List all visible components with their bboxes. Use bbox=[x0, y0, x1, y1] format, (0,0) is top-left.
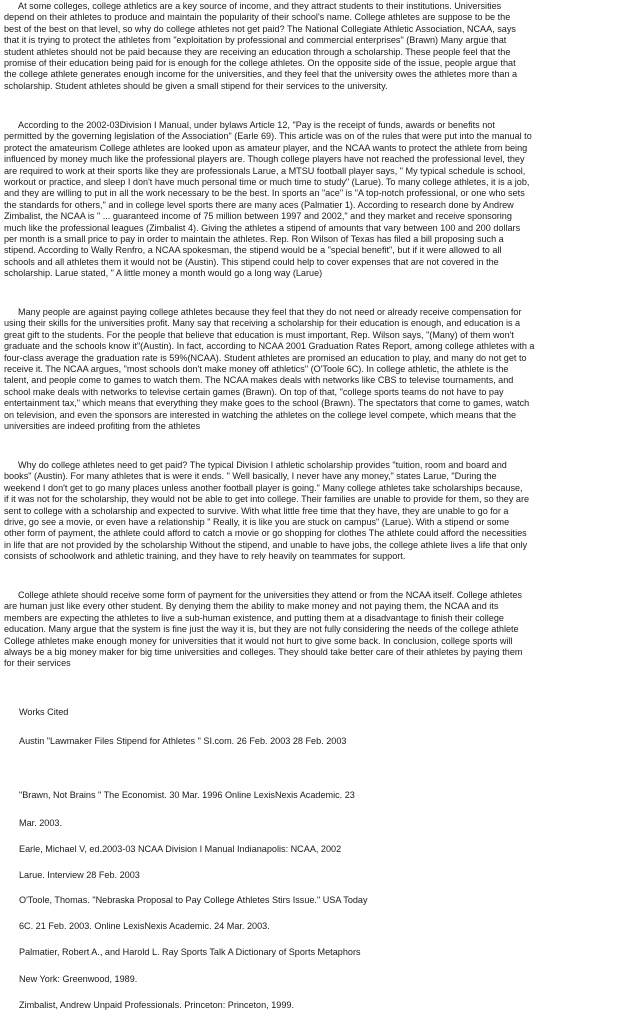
paragraph-line: on television, and even the sponsors are interested in watching the athletes on the college level compete, which means that the bbox=[4, 409, 517, 420]
paragraph-line: per month is a small price to pay in order to maintain the athletes. Rep. Ron Wilson of Texas has filed a bill proposing such a bbox=[4, 234, 504, 245]
works-cited-entry: "Brawn, Not Brains " The Economist. 30 Mar. 1996 Online LexisNexis Academic. 23 bbox=[19, 790, 355, 800]
paragraph-line: are human just like every other student. By denying them the ability to make money and not paying them, the NCAA and its bbox=[4, 601, 499, 612]
paragraph-line: education. Many argue that the system is fine just the way it is, but they are not fully considering the needs of the college athlete bbox=[4, 624, 519, 635]
paragraph-line: At some colleges, college athletics are a key source of income, and they attract students to their institutions. Universities bbox=[18, 1, 502, 11]
paragraph-line: universities are indeed profiting from the athletes bbox=[4, 421, 201, 432]
paragraph-line: four-class average the graduation rate is 59%(NCAA). Student athletes are promised an education to play, and many do not get to bbox=[4, 352, 527, 363]
paragraph-line: best of the best on that level, so why do college athletes not get paid? The National Collegiate Athletic Association, NCAA, says bbox=[4, 23, 516, 34]
paragraph-line: scholarship. Larue stated, " A little money a month would go a long way (Larue) bbox=[4, 268, 323, 279]
paragraph-line: that it is trying to protect the athletes from "exploitation by professional and commercial enterprises" (Brawn) Many argue that bbox=[4, 35, 507, 46]
paragraph-line: sent to college with a scholarship and expected to survive. With what little free time that they have, they are unable to go for a bbox=[4, 505, 509, 516]
paragraph-line: graduate and the schools know it"(Austin). In fact, according to NCAA 2001 Graduation Rates Report, among college athletes with a bbox=[4, 341, 535, 352]
paragraph-line: the college athlete generates enough income for the universities, and they feel that the university owes the athletes more than a bbox=[4, 69, 518, 80]
works-cited-heading: Works Cited bbox=[19, 707, 69, 717]
works-cited-entry: Earle, Michael V, ed.2003-03 NCAA Division I Manual Indianapolis: NCAA, 2002 bbox=[19, 844, 342, 854]
paragraph-line: Zimbalist, the NCAA is " ... guaranteed income of 75 million between 1997 and 2002," and they market and receive sponsoring bbox=[4, 211, 512, 222]
paragraph-line: school make deals with networks to televise certain games (Brawn). On top of that, "college sports teams do not have to pay bbox=[4, 386, 504, 397]
paragraph-line: protect the amateurism College athletes are looked upon as amateur player, and the NCAA wants to protect the athlete from being bbox=[4, 142, 528, 153]
works-cited-entry: Palmatier, Robert A., and Harold L. Ray Sports Talk A Dictionary of Sports Metaphors bbox=[19, 947, 361, 957]
paragraph-line: weekend I don't get to go many places unless another football player is going." Many college athletes take scholarships because, bbox=[4, 482, 523, 493]
essay-paragraph-3 bbox=[4, 307, 608, 432]
paragraph-line: the standards for others," and in college level sports there are many aces (Palmatier 1). According to research done by Andrew bbox=[4, 199, 514, 210]
paragraph-line: always be a big money maker for big time universities and colleges. They should take better care of their athletes by paying them bbox=[4, 647, 523, 658]
paragraph-line: According to the 2002-03Division I Manual, under bylaws Article 12, "Pay is the receipt of funds, awards or benefits not bbox=[18, 120, 495, 130]
paragraph-line: workout or practice, and sleep I don't have much personal time or much time to study" (Larue). To many college athletes, it is a job, bbox=[4, 177, 530, 188]
paragraph-line: influenced by money much like the professional players are. Though college players have not reached the professional level, they bbox=[4, 154, 525, 165]
paragraph-line: and they are willing to put in all the work necessary to be the best. In sports an "ace" is "A top-notch professional, or one who sets bbox=[4, 188, 525, 199]
works-cited-entry: Zimbalist, Andrew Unpaid Professionals. Princeton: Princeton, 1999. bbox=[19, 1000, 294, 1010]
paragraph-line: using their skills for the universities profit. Many say that receiving a scholarship for their education is enough, and education is a bbox=[4, 318, 521, 329]
paragraph-line: scholarship. Student athletes should be given a small stipend for their services to the university. bbox=[4, 80, 388, 91]
essay-paragraph-4 bbox=[4, 460, 608, 563]
paragraph-line: in life that are not provided by the scholarship Without the stipend, and unable to have jobs, the college athlete lives a life that only bbox=[4, 539, 528, 550]
works-cited-entry: Larue. Interview 28 Feb. 2003 bbox=[19, 870, 140, 880]
paragraph-line: for their services bbox=[4, 658, 71, 669]
paragraph-line: much like the professional leagues (Zimbalist 4). Giving the athletes a stipend of amounts that vary between 100 and 200 dollars bbox=[4, 222, 521, 233]
essay-paragraph-2 bbox=[4, 120, 608, 280]
paragraph-line: are required to work at their sports like they are professionals Larue, a MTSU football player says, " My typical schedule is school, bbox=[4, 165, 526, 176]
works-cited-entry: Mar. 2003. bbox=[19, 818, 62, 828]
paragraph-line: permitted by the governing legislation of the Association" (Earle 69). This article was on of the rules that were put into the manual to bbox=[4, 131, 532, 142]
works-cited-entry: 6C. 21 Feb. 2003. Online LexisNexis Academic. 24 Mar. 2003. bbox=[19, 921, 270, 931]
works-cited-entry: Austin "Lawmaker Files Stipend for Athletes " SI.com. 26 Feb. 2003 28 Feb. 2003 bbox=[19, 736, 347, 746]
paragraph-line: College athlete should receive some form of payment for the universities they attend or from the NCAA itself. College athletes bbox=[18, 590, 522, 600]
paragraph-line: student athletes should not be paid because they are receiving an education through a scholarship. These people feel that the bbox=[4, 46, 511, 57]
paragraph-line: receive it. The NCAA argues, "most schools don't make money off athletics" (O'Toole 6C). In college athletic, the athlete is the bbox=[4, 364, 509, 375]
works-cited-entry: O'Toole, Thomas. "Nebraska Proposal to Pay College Athletes Stirs Issue." USA Today bbox=[19, 895, 368, 905]
paragraph-line: promise of their education being paid for is enough for the college athletes. On the opposite side of the issue, people argue that bbox=[4, 58, 516, 69]
paragraph-line: drive, go see a movie, or even have a relationship " Really, it is like you are stuck on campus" (Larue). With a stipend or some bbox=[4, 517, 510, 528]
paragraph-line: schools and all athletes them it would not be (Austin). This stipend could help to cover expenses that are not covered in the bbox=[4, 256, 499, 267]
paragraph-line: depend on their athletes to produce and maintain the popularity of their school's name. College athletes are suppose to be the bbox=[4, 12, 511, 23]
essay-paragraph-5 bbox=[4, 590, 608, 670]
paragraph-line: Why do college athletes need to get paid? The typical Division I athletic scholarship provides "tuition, room and board and bbox=[18, 460, 507, 470]
paragraph-line: College athletes make enough money for universities that it would not hurt to give some back. In conclusion, college sports will bbox=[4, 635, 513, 646]
paragraph-line: Many people are against paying college athletes because they feel that they do not need or already receive compensation for bbox=[18, 307, 522, 317]
paragraph-line: consists of schoolwork and athletic training, and they have to rely heavily on teammates for support. bbox=[4, 551, 406, 562]
paragraph-line: entertainment tax," which means that everything they make goes to the school (Brawn). The spectators that come to games, watch bbox=[4, 398, 530, 409]
paragraph-line: members are expecting the athletes to live a sub-human existence, and putting them at a disadvantage to finish their college bbox=[4, 612, 504, 623]
works-cited-entry: New York: Greenwood, 1989. bbox=[19, 974, 138, 984]
paragraph-line: great gift to the students. For the people that believe that education is must important, Rep. Wilson says, "(Many) of them won't bbox=[4, 329, 514, 340]
paragraph-line: books" (Austin). For many athletes that is were it ends. " Well basically, I never have any money," states Larue, "During the bbox=[4, 471, 497, 482]
essay-paragraph-1 bbox=[4, 1, 608, 92]
paragraph-line: talent, and people come to games to watch them. The NCAA makes deals with networks like CBS to televise tournaments, and bbox=[4, 375, 514, 386]
paragraph-line: other form of payment, the athlete could afford to catch a movie or go shopping for clothes The athlete could afford the necessities bbox=[4, 528, 527, 539]
paragraph-line: if it was not for the scholarship, they would not be able to get into college. Their families are unable to provide for them, so they are bbox=[4, 494, 530, 505]
paragraph-line: stipend. According to Wally Renfro, a NCAA spokesman, the stipend would be a "special benefit", but if it were allowed to all bbox=[4, 245, 502, 256]
